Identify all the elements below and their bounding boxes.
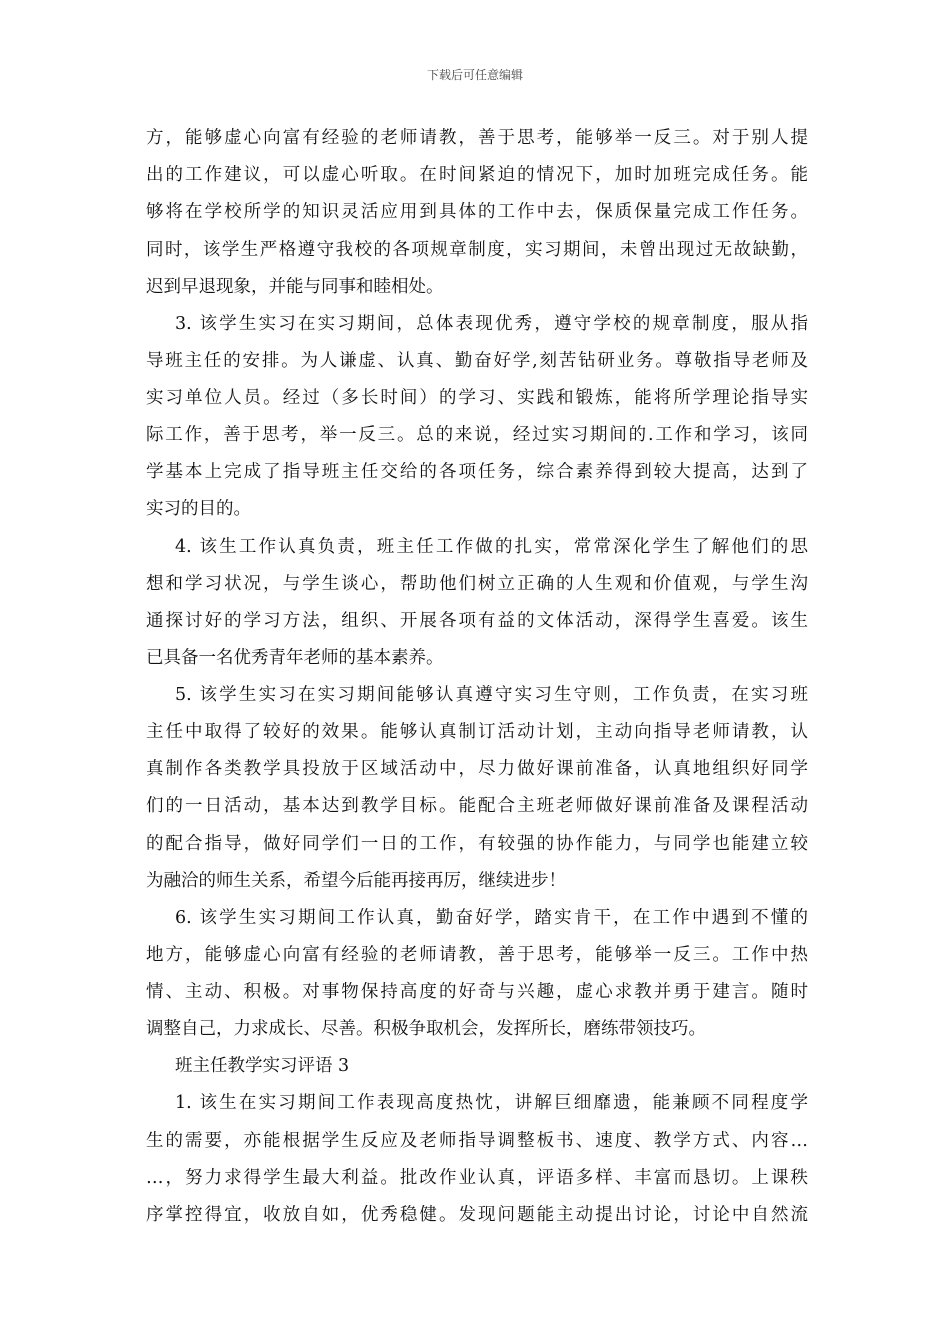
text-line: 际工作，善于思考，举一反三。总的来说，经过实习期间的.工作和学习，该同 xyxy=(146,425,808,445)
text-line: 地方，能够虚心向富有经验的老师请教，善于思考，能够举一反三。工作中热 xyxy=(146,945,808,965)
text-line: 同时，该学生严格遵守我校的各项规章制度，实习期间，未曾出现过无故缺勤， xyxy=(146,240,808,260)
text-line: 迟到早退现象，并能与同事和睦相处。 xyxy=(146,277,444,297)
text-line: 方，能够虚心向富有经验的老师请教，善于思考，能够举一反三。对于别人提 xyxy=(146,128,808,148)
text-line: 实习的目的。 xyxy=(146,499,251,519)
text-line: 5. 该学生实习在实习期间能够认真遵守实习生守则，工作负责，在实习班 xyxy=(175,685,808,705)
text-line: 想和学习状况，与学生谈心，帮助他们树立正确的人生观和价值观，与学生沟 xyxy=(146,574,808,594)
text-line: 情、主动、积极。对事物保持高度的好奇与兴趣，虚心求教并勇于建言。随时 xyxy=(146,982,808,1002)
text-line: 序掌控得宜，收放自如，优秀稳健。发现问题能主动提出讨论，讨论中自然流 xyxy=(146,1205,808,1225)
page-header: 下载后可任意编辑 xyxy=(426,68,523,82)
section-heading: 班主任教学实习评语 3 xyxy=(175,1056,350,1076)
text-line: 3. 该学生实习在实习期间，总体表现优秀，遵守学校的规章制度，服从指 xyxy=(175,314,808,334)
text-line: 够将在学校所学的知识灵活应用到具体的工作中去，保质保量完成工作任务。 xyxy=(146,202,808,222)
text-line: 真制作各类教学具投放于区域活动中，尽力做好课前准备，认真地组织好同学 xyxy=(146,759,808,779)
text-line: 4. 该生工作认真负责，班主任工作做的扎实，常常深化学生了解他们的思 xyxy=(175,537,808,557)
text-line: 主任中取得了较好的效果。能够认真制订活动计划，主动向指导老师请教，认 xyxy=(146,722,808,742)
text-line: 已具备一名优秀青年老师的基本素养。 xyxy=(146,648,444,668)
text-line: …，努力求得学生最大利益。批改作业认真，评语多样、丰富而恳切。上课秩 xyxy=(146,1168,808,1188)
text-line: 出的工作建议，可以虚心听取。在时间紧迫的情况下，加时加班完成任务。能 xyxy=(146,165,808,185)
text-line: 实习单位人员。经过（多长时间）的学习、实践和锻炼，能将所学理论指导实 xyxy=(146,388,808,408)
text-line: 生的需要，亦能根据学生反应及老师指导调整板书、速度、教学方式、内容… xyxy=(146,1131,808,1151)
text-line: 导班主任的安排。为人谦虚、认真、勤奋好学,刻苦钻研业务。尊敬指导老师及 xyxy=(146,351,808,371)
text-line: 们的一日活动，基本达到教学目标。能配合主班老师做好课前准备及课程活动 xyxy=(146,796,808,816)
text-line: 调整自己，力求成长、尽善。积极争取机会，发挥所长，磨练带领技巧。 xyxy=(146,1019,706,1039)
text-line: 1. 该生在实习期间工作表现高度热忱，讲解巨细靡遗，能兼顾不同程度学 xyxy=(175,1093,808,1113)
text-line: 的配合指导，做好同学们一日的工作，有较强的协作能力，与同学也能建立较 xyxy=(146,834,808,854)
text-line: 6. 该学生实习期间工作认真，勤奋好学，踏实肯干，在工作中遇到不懂的 xyxy=(175,908,808,928)
text-line: 为融洽的师生关系，希望今后能再接再厉，继续进步！ xyxy=(146,871,566,891)
text-line: 通探讨好的学习方法，组织、开展各项有益的文体活动，深得学生喜爱。该生 xyxy=(146,611,808,631)
text-line: 学基本上完成了指导班主任交给的各项任务，综合素养得到较大提高，达到了 xyxy=(146,462,808,482)
